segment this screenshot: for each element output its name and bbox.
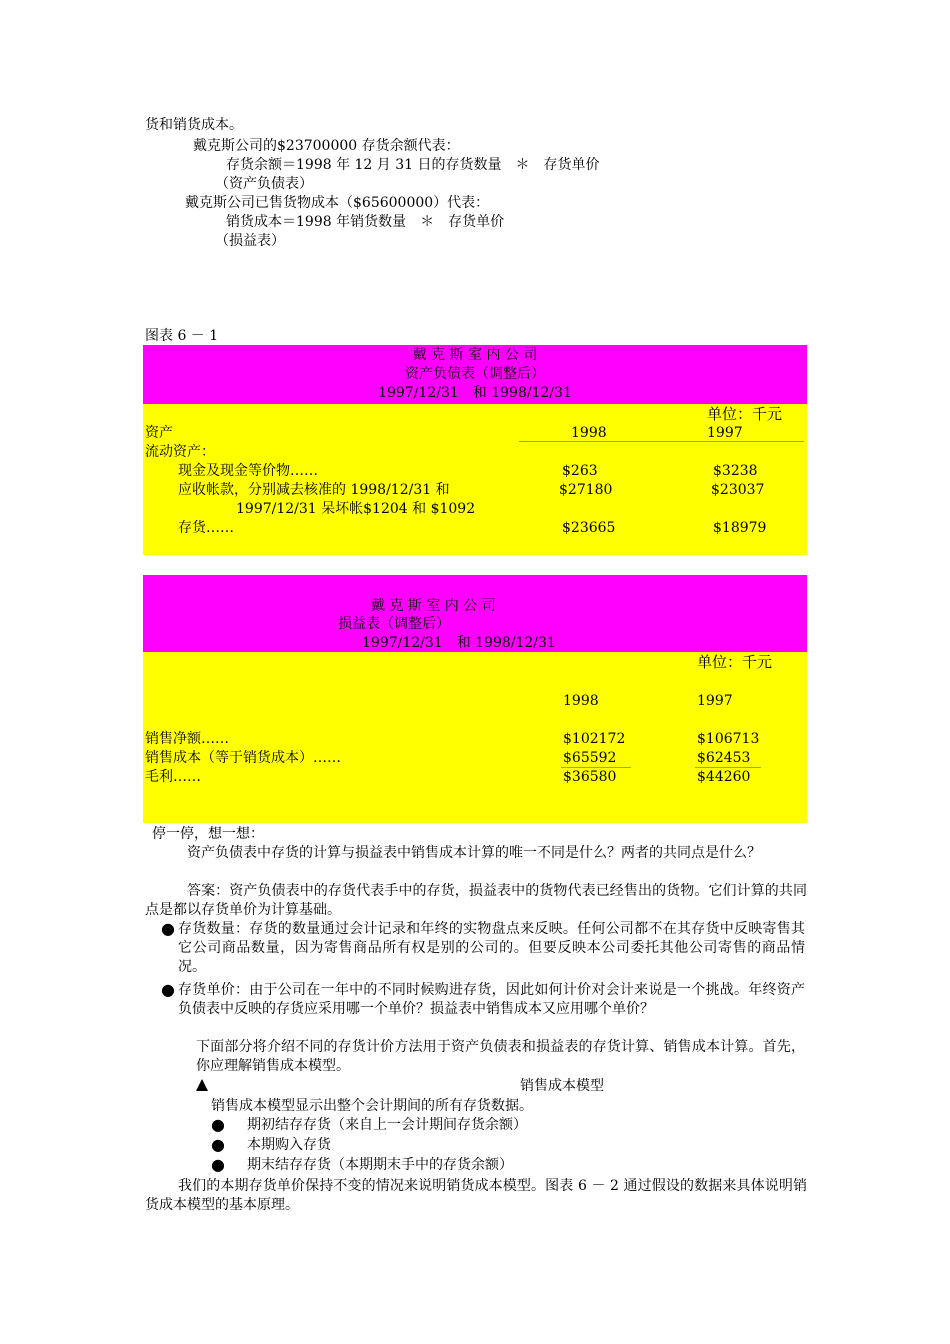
row-value-1997: $23037 bbox=[711, 482, 765, 498]
intro-source-income-statement: （损益表） bbox=[215, 233, 285, 249]
model-item: 期初结存存货（来自上一会计期间存货余额） bbox=[247, 1117, 527, 1133]
income-statement-title: 损益表（调整后） bbox=[338, 616, 450, 632]
bullet-text: 存货单价：由于公司在一年中的不同时候购进存货，因此如何计价对会计来说是一个挑战。年终资产负债表中反映的存货应采用哪一个单价？损益表中销售成本又应用哪个单价？ bbox=[178, 982, 805, 1017]
model-description: 销售成本模型显示出整个会计期间的所有存货数据。 bbox=[211, 1098, 533, 1114]
balance-sheet-section: 流动资产： bbox=[145, 444, 215, 460]
model-item: 本期购入存货 bbox=[247, 1137, 331, 1153]
balance-sheet-company: 戴 克 斯 室 内 公 司 bbox=[412, 347, 538, 363]
intro-line-5: 戴克斯公司已售货物成本（$65600000）代表： bbox=[185, 195, 490, 211]
income-statement-period: 1997/12/31 和 1998/12/31 bbox=[362, 635, 556, 651]
row-value-1998: $65592 bbox=[563, 750, 617, 766]
row-label: 现金及现金等价物…… bbox=[178, 463, 318, 479]
model-heading: 销售成本模型 bbox=[520, 1078, 604, 1094]
row-value-1998: $102172 bbox=[563, 731, 626, 747]
triangle-icon bbox=[196, 1079, 208, 1091]
row-value-1998: $27180 bbox=[559, 482, 613, 498]
balance-sheet-col-1997: 1997 bbox=[707, 425, 743, 441]
row-value-1997: $62453 bbox=[697, 750, 751, 766]
row-label: 销售净额…… bbox=[145, 731, 229, 747]
intro-formula-inventory: 存货余额＝1998 年 12 月 31 日的存货数量 ＊ 存货单价 bbox=[226, 157, 600, 173]
bullet-icon: ● bbox=[161, 980, 175, 999]
row-label: 应收帐款，分别减去核准的 1998/12/31 和 bbox=[178, 482, 450, 498]
answer-paragraph: 答案：资产负债表中的存货代表手中的存货，损益表中的货物代表已经售出的货物。它们计算的共同点是都以存货单价为计算基础。 bbox=[145, 883, 807, 918]
balance-sheet-col-label: 资产 bbox=[145, 425, 173, 441]
income-statement-company: 戴 克 斯 室 内 公 司 bbox=[371, 598, 496, 614]
balance-sheet-title: 资产负债表（调整后） bbox=[405, 366, 545, 382]
bullet-icon: ● bbox=[161, 919, 175, 938]
balance-sheet-unit: 单位：千元 bbox=[707, 405, 783, 423]
bullet-inventory-quantity bbox=[178, 920, 805, 977]
row-label: 销售成本（等于销货成本）…… bbox=[145, 750, 341, 766]
closing-paragraph: 我们的本期存货单价保持不变的情况来说明销货成本模型。图表 6 － 2 通过假设的数据来具体说明销货成本模型的基本原理。 bbox=[145, 1178, 807, 1213]
question-paragraph: 资产负债表中存货的计算与损益表中销售成本计算的唯一不同是什么？两者的共同点是什么？ bbox=[187, 845, 761, 861]
row-label: 存货…… bbox=[178, 520, 234, 536]
model-item: 期末结存存货（本期期末手中的存货余额） bbox=[247, 1157, 513, 1173]
figure-label: 图表 6 － 1 bbox=[145, 328, 219, 344]
row-value-1997: $106713 bbox=[697, 731, 760, 747]
income-statement-col-1998: 1998 bbox=[563, 693, 599, 709]
header-rule bbox=[519, 441, 804, 442]
income-statement-unit: 单位：千元 bbox=[697, 653, 773, 671]
bullet-icon: ● bbox=[211, 1115, 225, 1134]
row-label: 毛利…… bbox=[145, 769, 201, 785]
intro-line-1: 货和销货成本。 bbox=[145, 117, 243, 133]
row-label: 1997/12/31 呆坏帐$1204 和 $1092 bbox=[236, 501, 476, 517]
row-value-1998: $263 bbox=[562, 463, 598, 479]
bullet-text: 存货数量：存货的数量通过会计记录和年终的实物盘点来反映。任何公司都不在其存货中反映寄售其它公司商品数量，因为寄售商品所有权是别的公司的。但要反映本公司委托其他公司寄售的商品情况。 bbox=[178, 921, 805, 975]
intro-source-balance-sheet: （资产负债表） bbox=[215, 176, 313, 192]
balance-sheet-period: 1997/12/31 和 1998/12/31 bbox=[378, 385, 572, 401]
pause-heading: 停一停，想一想： bbox=[152, 826, 264, 842]
bullet-icon: ● bbox=[211, 1155, 225, 1174]
balance-sheet-col-1998: 1998 bbox=[571, 425, 607, 441]
intro-line-2: 戴克斯公司的$23700000 存货余额代表： bbox=[193, 138, 460, 154]
row-value-1997: $18979 bbox=[713, 520, 767, 536]
income-statement-col-1997: 1997 bbox=[697, 693, 733, 709]
intro-formula-cogs: 销货成本＝1998 年销货数量 ＊ 存货单价 bbox=[226, 214, 505, 230]
bullet-icon: ● bbox=[211, 1135, 225, 1154]
row-value-1997: $3238 bbox=[713, 463, 758, 479]
row-value-1998: $23665 bbox=[562, 520, 616, 536]
row-value-1997: $44260 bbox=[697, 769, 751, 785]
bullet-unit-cost bbox=[178, 981, 805, 1019]
bullet-unit-cost-continued: 下面部分将介绍不同的存货计价方法用于资产负债表和损益表的存货计算、销售成本计算。首先，你应理解销售成本模型。 bbox=[196, 1039, 805, 1074]
row-value-1998: $36580 bbox=[563, 769, 617, 785]
